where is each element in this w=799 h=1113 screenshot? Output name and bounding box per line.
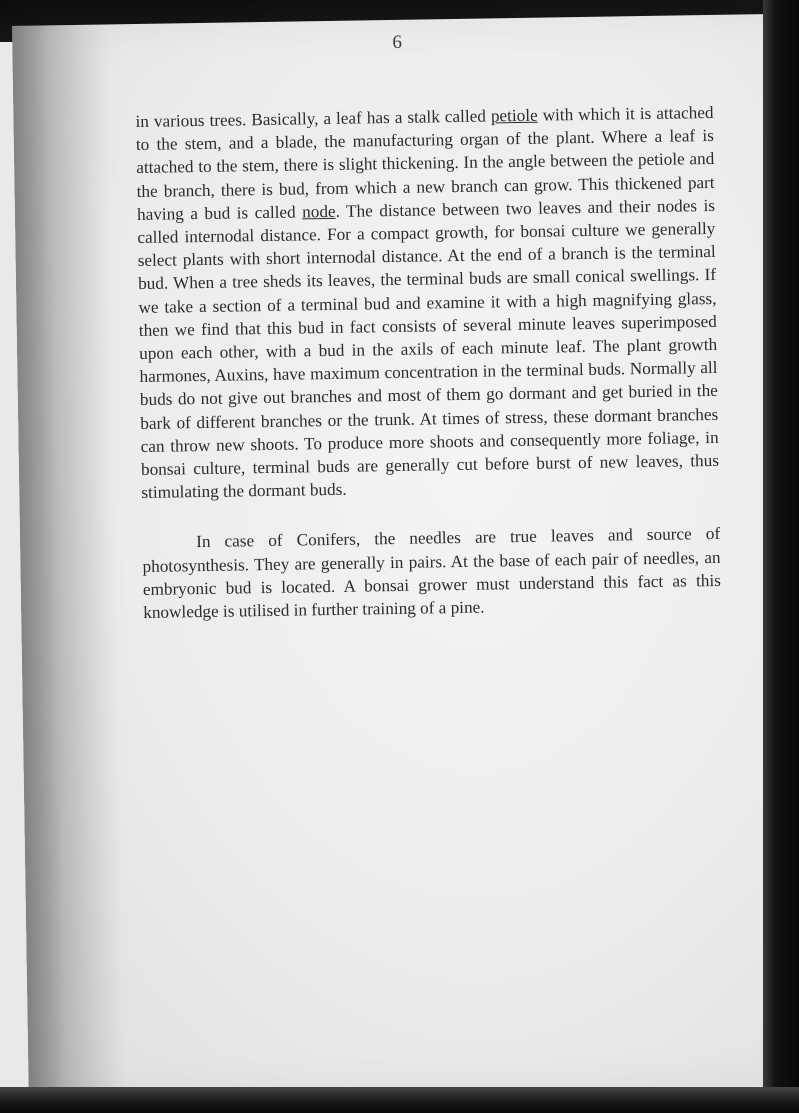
- body-text: [135, 101, 721, 624]
- term-petiole: petiole: [490, 105, 538, 126]
- scan-right-edge: [763, 0, 799, 1113]
- page-number: 6: [392, 31, 403, 53]
- binding-gutter-shadow: [12, 24, 124, 1097]
- book-page: [12, 14, 787, 1098]
- term-node: node: [302, 201, 336, 222]
- scan-bottom-edge: [0, 1087, 799, 1113]
- paragraph-1-segment-2: with which it is attached to the stem, and a blade, the manufacturing organ of the plant. Where a leaf is attached to the stem, there is slight thickening. In the angle between the petiole and the branch, there is bud, from which a new branch can grow. This thickened part having a bud is called: [135, 102, 715, 224]
- paragraph-1: [135, 101, 719, 504]
- paragraph-1-segment-3: . The distance between two leaves and their nodes is called internodal distance. For a compact growth, for bonsai culture we generally select plants with short internodal distance. At the end of a branch is the terminal bud. When a tree sheds its leaves, the terminal buds are small conical swellings. If we take a section of a terminal bud and examine it with a high magnifying glass, then we find that this bud in fact consists of several minute leaves superimposed upon each other, with a bud in the axils of each minute leaf. The plant growth harmones, Auxins, have maximum concentration in the terminal buds. Normally all buds do not give out branches and most of them go dormant and get buried in the bark of different branches or the trunk. At times of stress, these dormant branches can throw new shoots. To produce more shoots and consequently more foliage, in bonsai culture, terminal buds are generally cut before burst of new leaves, thus stimulating the dormant buds.: [137, 195, 720, 503]
- paragraph-2: In case of Conifers, the needles are true leaves and source of photosynthesis. They are generally in pairs. At the base of each pair of needles, an embryonic bud is located. A bonsai grower must understand this fact as this knowledge is utilised in further training of a pine.: [142, 524, 721, 623]
- paragraph-1-segment-1: in various trees. Basically, a leaf has a stalk called: [135, 106, 492, 132]
